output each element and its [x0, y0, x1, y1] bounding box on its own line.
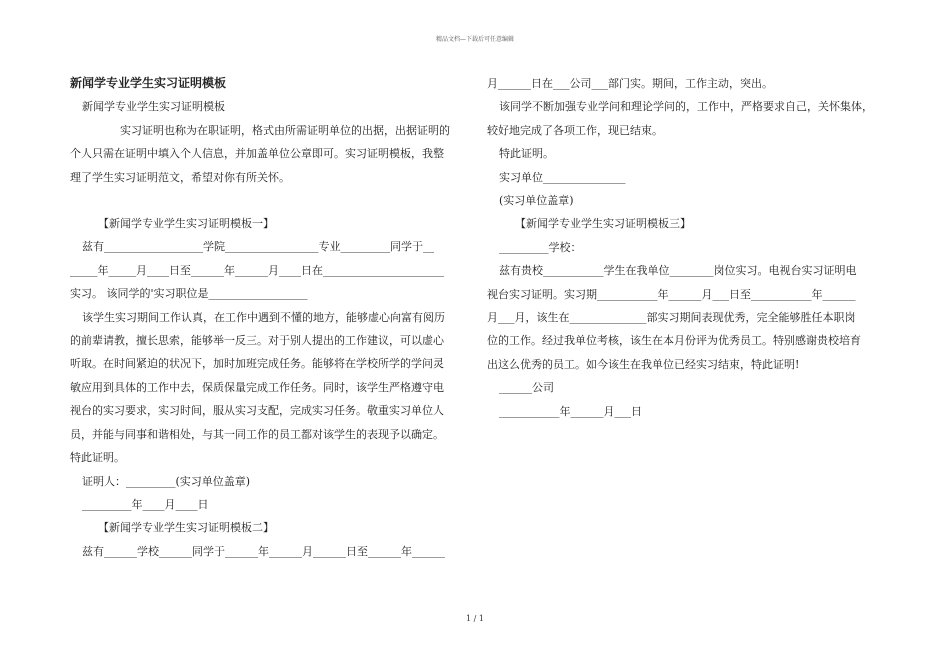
form-line: _____年_____月____日至______年______月____日在______________________ — [70, 263, 444, 277]
body-line: 较好地完成了各项工作，现已结束。 — [487, 123, 663, 137]
page-number: 1 / 1 — [466, 614, 484, 623]
body-line: 员，并能与同事和谐相处，与其一同工作的员工都对该学生的表现予以确定。 — [70, 427, 444, 441]
body-line: 视台的实习要求，实习时间，服从实习支配，完成实习任务。敬重实习单位人 — [70, 404, 444, 418]
body-line: 听取。在时间紧迫的状况下，加时加班完成任务。能够将在学校所学的学问灵 — [70, 357, 444, 371]
form-line: 兹有______学校______同学于______年______月______日至______年______ — [82, 544, 445, 558]
template-heading-2: 【新闻学专业学生实习证明模板二】 — [98, 521, 274, 535]
intro-line: 理了学生实习证明范文，希望对你有所关怀。 — [70, 170, 290, 184]
header-note: 精品文档—下载后可任意编辑 — [435, 36, 514, 43]
unit-line: 实习单位_______________ — [499, 170, 626, 184]
body-line: 该同学不断加强专业学问和理论学问的，工作中，严格要求自己，关怀集体， — [499, 100, 873, 114]
seal-line: (实习单位盖章) — [499, 194, 574, 208]
intro-line: 实习证明也称为在职证明，格式由所需证明单位的出据，出据证明的 — [120, 123, 450, 137]
body-line: 敏应用到具体的工作中去，保质保量完成工作任务。同时，该学生严格遵守电 — [70, 380, 444, 394]
company-line: ______公司 — [499, 381, 554, 395]
body-line: 的前辈请教，擅长思索，能够举一反三。对于别人提出的工作建议，可以虚心 — [70, 334, 444, 348]
date-line: ___________年______月___日 — [499, 404, 642, 418]
body-line: 出这么优秀的员工。如今该生在我单位已经实习结束，特此证明! — [487, 357, 800, 371]
template-heading-3: 【新闻学专业学生实习证明模板三】 — [515, 217, 691, 231]
special-line: 特此证明。 — [499, 147, 554, 161]
body-line: 视台实习证明。实习期___________年______月___日至___________年______ — [487, 287, 856, 301]
document-title: 新闻学专业学生实习证明模板 — [70, 76, 227, 90]
template-heading-1: 【新闻学专业学生实习证明模板一】 — [98, 217, 274, 231]
body-line: 位的工作。经过我单位考核，该生在本月份评为优秀员工。特别感谢贵校培育 — [487, 334, 861, 348]
right-column — [487, 72, 879, 423]
form-line: 月______日在___公司___部门实。期间，工作主动，突出。 — [487, 77, 773, 90]
form-line: 兹有__________________学院_________________专业_________同学于__ — [82, 240, 434, 254]
body-line: 月___月，该生在______________部实习期间表现优秀，完全能够胜任本职岗 — [487, 311, 856, 325]
form-line: 实习。 该同学的'实习职位是__________________ — [70, 287, 308, 301]
intro-line: 个人只需在证明中填入个人信息，并加盖单位公章即可。实习证明模板，我整 — [70, 147, 444, 161]
date-line: _________年____月____日 — [82, 497, 209, 511]
school-line: _________学校： — [499, 240, 582, 254]
body-line: 兹有贵校___________学生在我单位________岗位实习。电视台实习证明电 — [499, 264, 857, 278]
left-column — [70, 72, 462, 563]
certifier-line: 证明人：_________(实习单位盖章) — [82, 474, 251, 488]
body-line: 该学生实习期间工作认真，在工作中遇到不懂的地方，能够虚心向富有阅历 — [82, 310, 445, 324]
body-line: 特此证明。 — [70, 451, 125, 465]
document-subtitle: 新闻学专业学生实习证明模板 — [82, 100, 225, 114]
